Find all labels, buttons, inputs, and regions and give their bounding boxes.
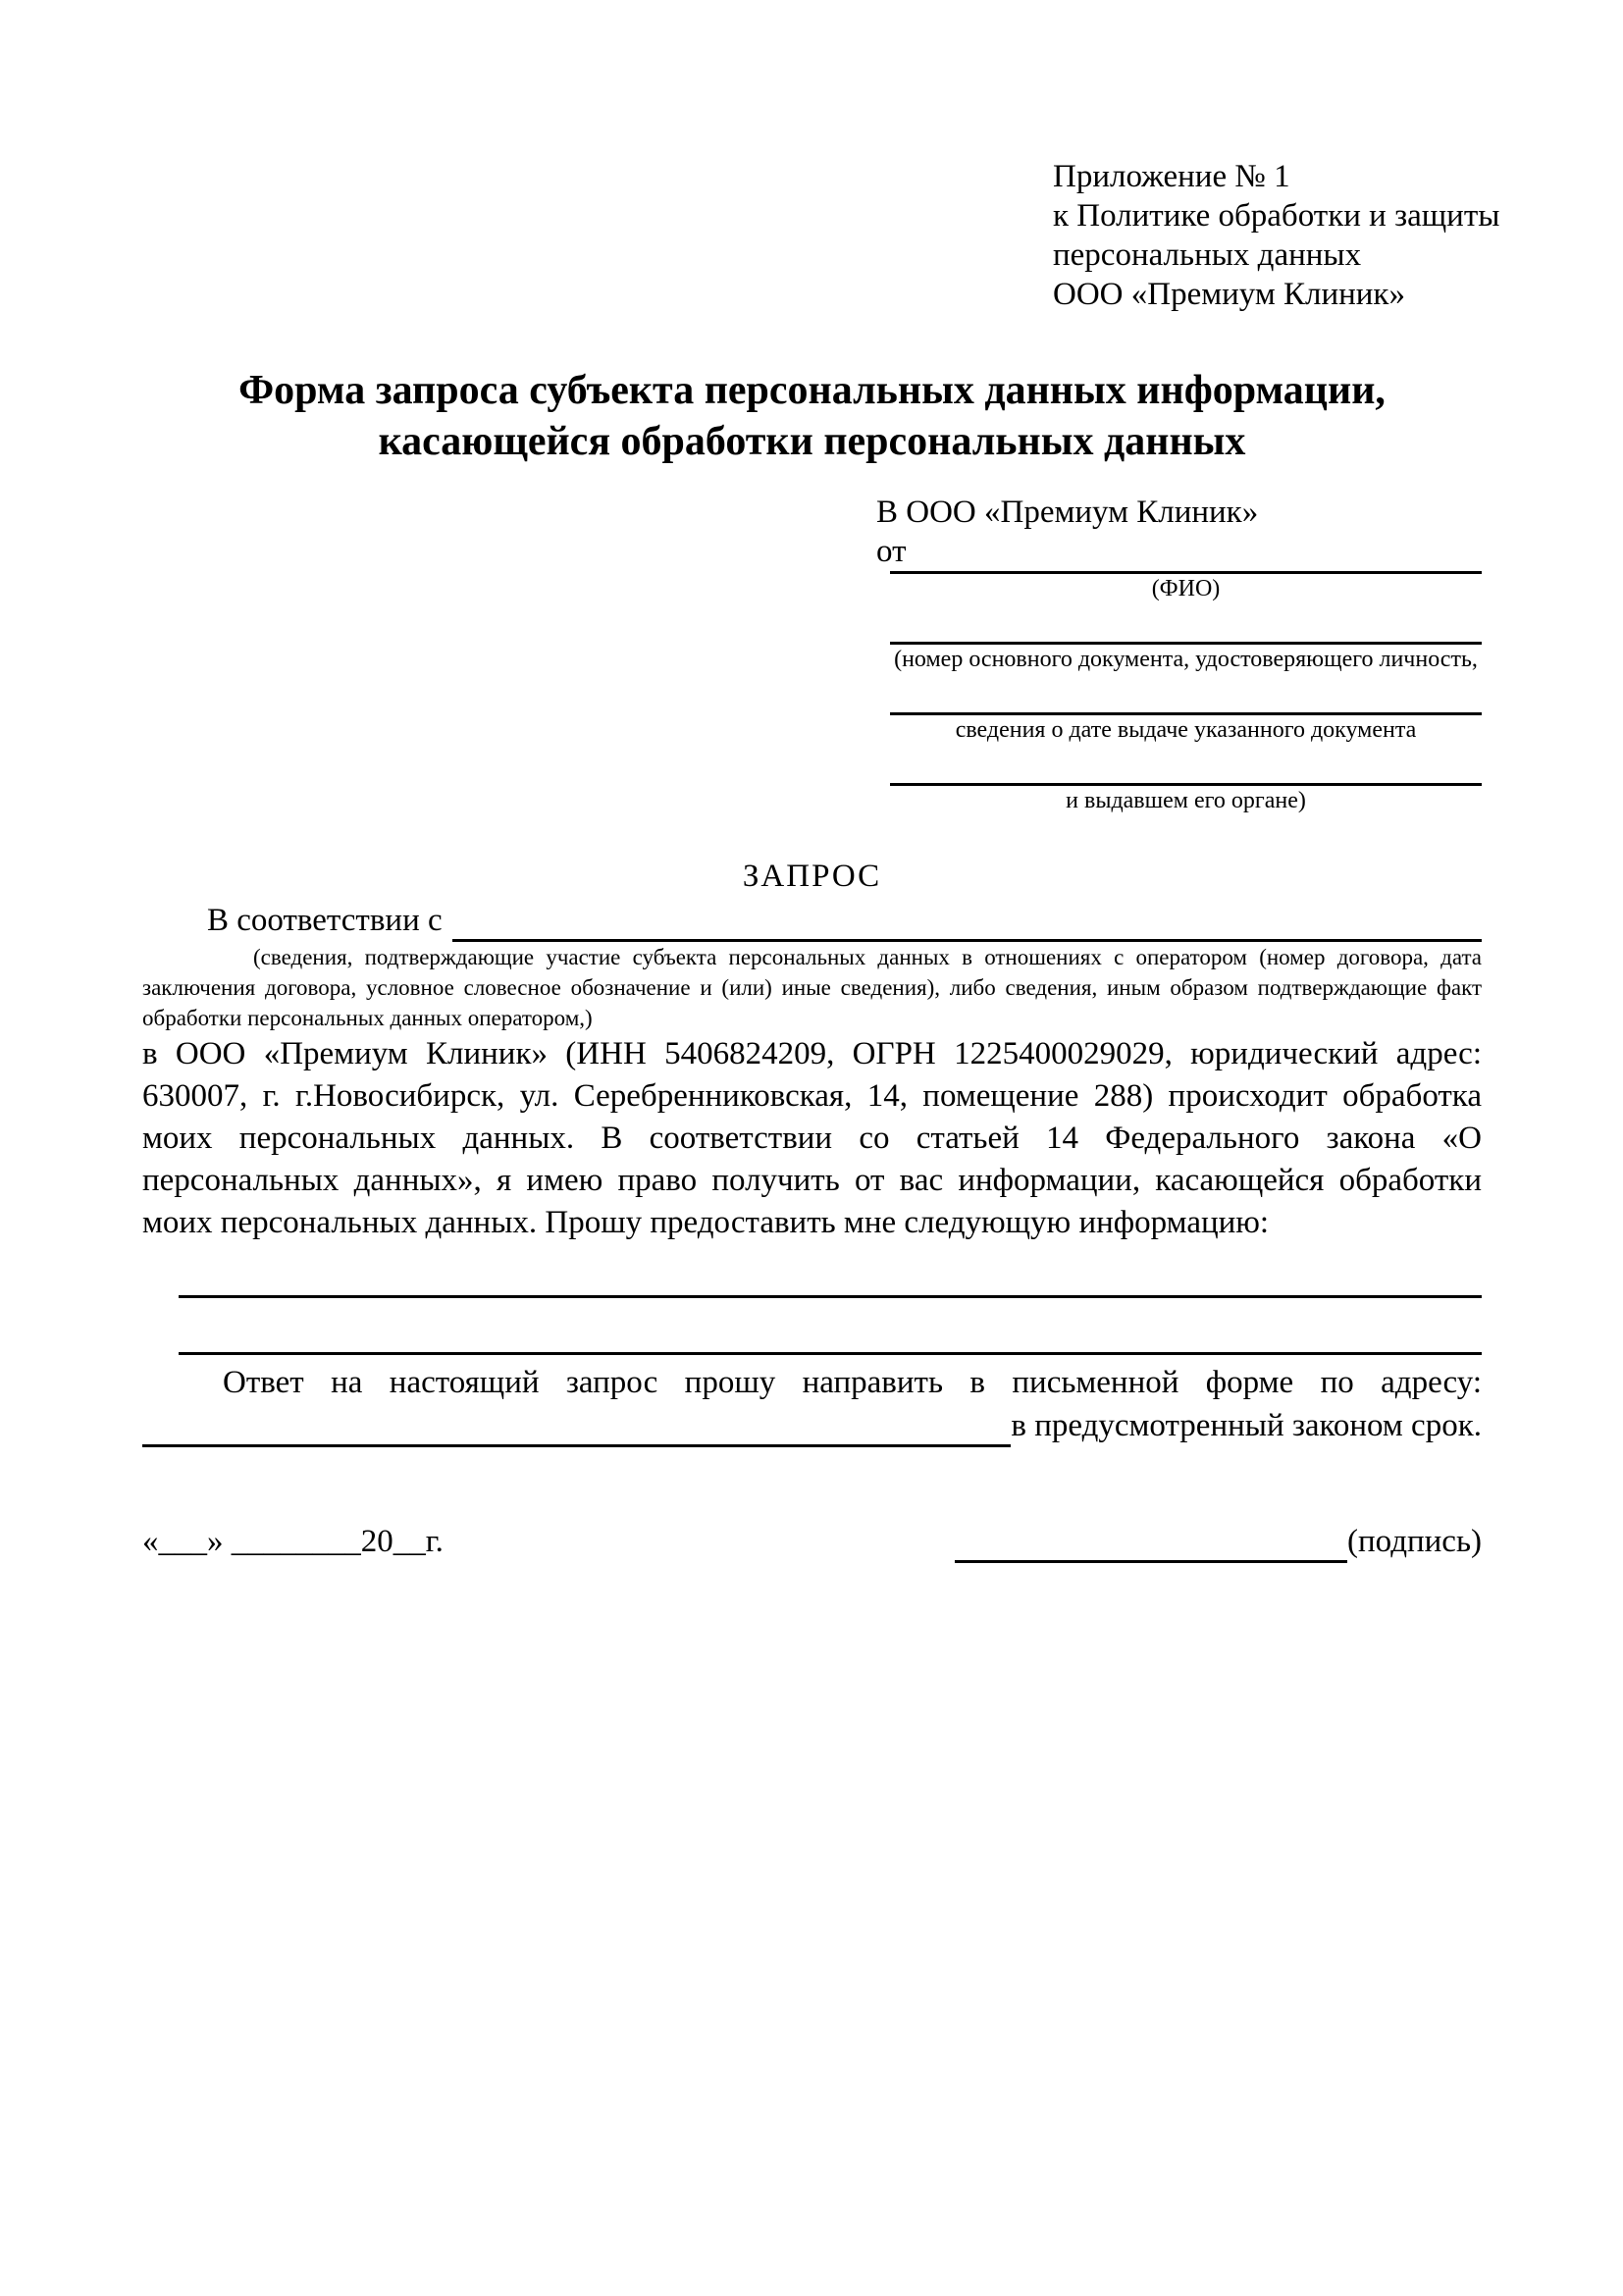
blank-field-info-line-2	[179, 1352, 1482, 1355]
blank-field-address	[142, 1412, 1011, 1447]
reply-paragraph: Ответ на настоящий запрос прошу направить в письменной форме по адресу:	[223, 1365, 1482, 1400]
intro-prefix: В соответствии с	[207, 903, 443, 938]
field-label-issue-date: сведения о дате выдаче указанного документа	[955, 717, 1417, 743]
signature-label: (подпись)	[1347, 1524, 1482, 1559]
appendix-line-4: ООО «Премиум Клиник»	[1053, 277, 1405, 312]
addressee-from-label: от	[876, 534, 907, 569]
blank-field-signature	[955, 1528, 1347, 1563]
appendix-line-2: к Политике обработки и защиты	[1053, 198, 1500, 234]
document-title-line-1: Форма запроса субъекта персональных данных информации,	[238, 368, 1386, 413]
reply-address-line	[142, 1404, 1482, 1447]
intro-line	[142, 899, 1482, 942]
document-title-line-2: касающейся обработки персональных данных	[378, 419, 1246, 464]
signature-group	[955, 1520, 1482, 1563]
appendix-line-1: Приложение № 1	[1053, 159, 1290, 194]
field-label-fio: (ФИО)	[1151, 576, 1221, 601]
field-label-document-number: (номер основного документа, удостоверяющего личность,	[894, 647, 1478, 672]
appendix-block	[1053, 157, 1500, 314]
document-content	[142, 0, 1500, 1563]
appendix-line-3: персональных данных	[1053, 237, 1362, 273]
signature-row	[142, 1520, 1482, 1563]
request-body: в ООО «Премиум Клиник» (ИНН 5406824209, ОГРН 1225400029029, юридический адрес: 630007, г. г.Новосибирск, ул. Серебренниковская, 14, помещение 288) происходит обработка моих персональных данных. В соответствии со статьей 14 Федерального закона «О персональных данных», я имею право получить от вас информации, касающейся обработки моих персональных данных. Прошу предоставить мне следующую информацию:	[142, 1036, 1482, 1240]
footnote-text: (сведения, подтверждающие участие субъекта персональных данных в отношениях с оператором (номер договора, дата заключения договора, условное словесное обозначение и (или) иные сведения), либо сведения, иным образом подтверждающие факт обработки персональных данных оператором,)	[142, 945, 1482, 1030]
document-title	[142, 365, 1482, 467]
reply-suffix: в предусмотренный законом срок.	[1011, 1408, 1482, 1443]
request-heading: ЗАПРОС	[742, 859, 882, 894]
addressee-to: В ООО «Премиум Клиник»	[876, 495, 1259, 530]
field-label-issuing-authority: и выдавшем его органе)	[1066, 788, 1306, 813]
date-blank: «___» ________20__г.	[142, 1524, 444, 1559]
addressee-block	[876, 493, 1482, 815]
blank-field-basis	[452, 907, 1482, 942]
blank-field-info-line-1	[179, 1295, 1482, 1298]
